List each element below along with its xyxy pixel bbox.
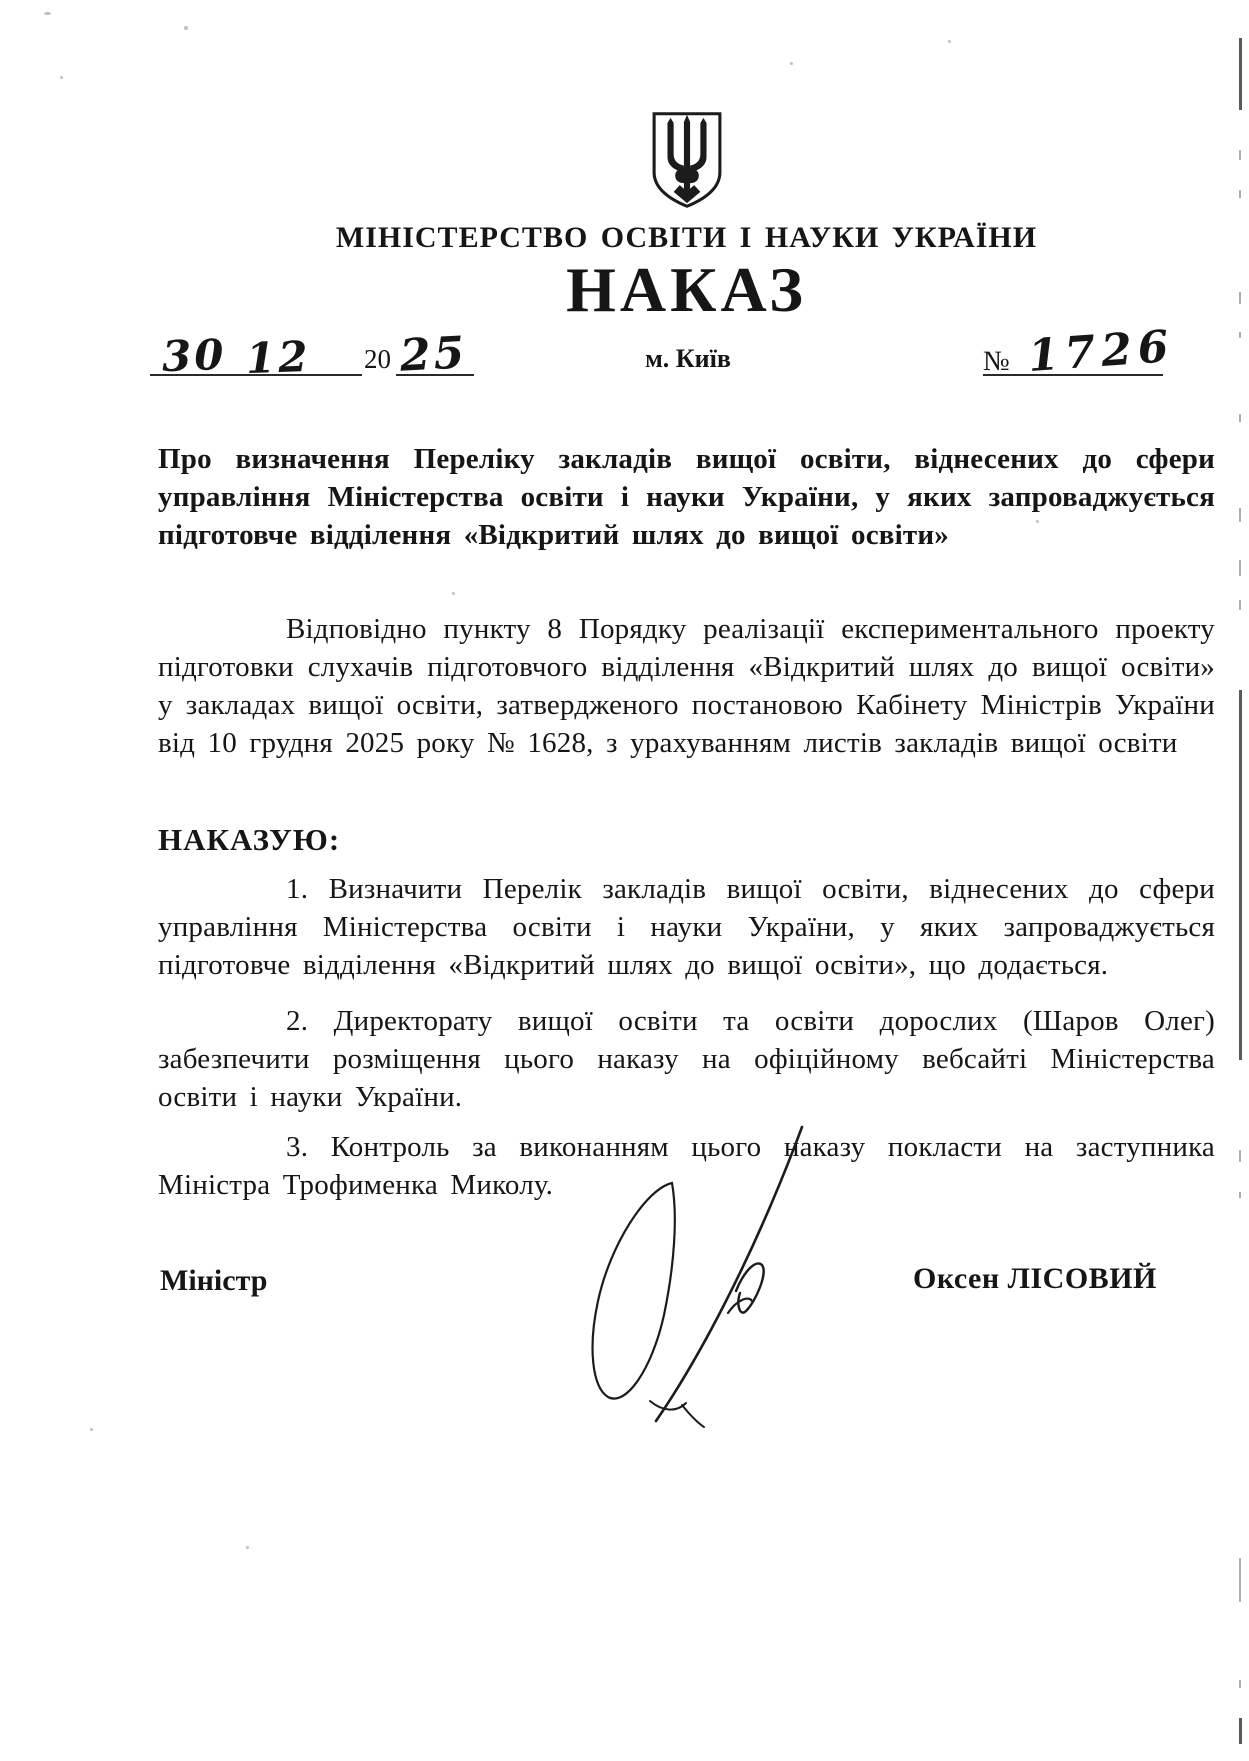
order-item-3: 3. Контроль за виконанням цього наказу покласти на заступника Міністра Трофименка Миколу.: [158, 1131, 1215, 1201]
number-label: №: [983, 346, 1010, 377]
order-item-1: 1. Визначити Перелік закладів вищої освіти, віднесених до сфери управління Міністерства освіти і науки України, у яких запроваджується підготовче відділення «Відкритий шлях до вищої освіти», що додається.: [158, 873, 1215, 981]
intro-paragraph: Відповідно пункту 8 Порядку реалізації експериментального проекту підготовки слухачів підготовчого відділення «Відкритий шлях до вищої освіти» у закладах вищої освіти, затвердженого постановою Кабінету Міністрів України від 10 грудня 2025 року № 1628, з урахуванням листів закладів вищої освіти: [158, 613, 1215, 759]
minister-title: Міністр: [160, 1264, 268, 1297]
number-value-handwritten: 1726: [1026, 320, 1177, 383]
ministry-name: МІНІСТЕРСТВО ОСВІТИ І НАУКИ УКРАЇНИ: [335, 221, 1038, 254]
order-item-2: 2. Директорату вищої освіти та освіти дорослих (Шаров Олег) забезпечити розміщення цього наказу на офіційному вебсайті Міністерства освіти і науки України.: [158, 1005, 1215, 1113]
place-city: м. Київ: [645, 344, 731, 373]
number-underline: [983, 374, 1163, 376]
coat-of-arms-icon: [650, 110, 724, 210]
signature-icon: [500, 1105, 840, 1435]
date-underline-2: [396, 374, 474, 376]
minister-name: Оксен ЛІСОВИЙ: [913, 1262, 1157, 1295]
date-century-printed: 20: [364, 344, 391, 374]
document-title: НАКАЗ: [566, 254, 807, 325]
date-month-handwritten: 12: [245, 331, 312, 384]
subject-paragraph: Про визначення Переліку закладів вищої освіти, віднесених до сфери управління Міністерства освіти і науки України, у яких запроваджується підготовче відділення «Відкритий шлях до вищої освіти»: [158, 443, 1215, 551]
date-underline-1: [150, 374, 362, 376]
order-keyword: НАКАЗУЮ:: [158, 822, 341, 857]
date-year-handwritten: 25: [398, 327, 469, 382]
date-day-handwritten: 30: [161, 329, 228, 382]
